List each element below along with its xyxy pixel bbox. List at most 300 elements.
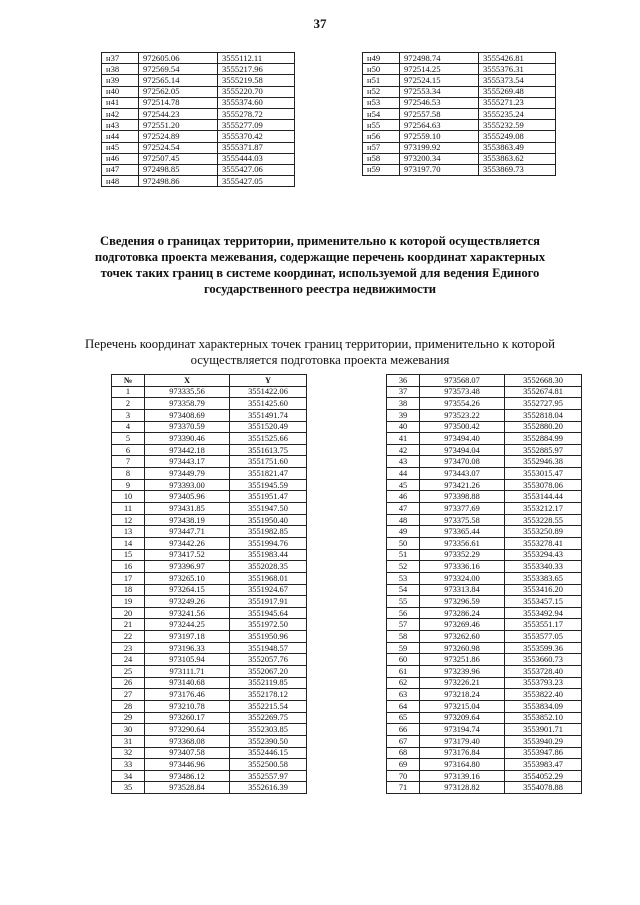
x-coordinate-cell: 973365.44 bbox=[420, 526, 505, 538]
table-row bbox=[112, 619, 307, 631]
point-id-cell: н47 bbox=[102, 164, 139, 175]
point-id-cell: 28 bbox=[112, 700, 145, 712]
x-coordinate-cell: 973209.64 bbox=[420, 712, 505, 724]
point-id-cell: 39 bbox=[387, 409, 420, 421]
y-coordinate-cell: 3553869.73 bbox=[479, 164, 556, 175]
x-coordinate-cell: 973443.17 bbox=[145, 456, 230, 468]
table-row bbox=[387, 537, 582, 549]
point-id-cell: 59 bbox=[387, 642, 420, 654]
point-id-cell: 1 bbox=[112, 386, 145, 398]
x-coordinate-cell: 973218.24 bbox=[420, 689, 505, 701]
x-coordinate-cell: 973176.84 bbox=[420, 747, 505, 759]
point-id-cell: н37 bbox=[102, 53, 139, 64]
point-id-cell: 66 bbox=[387, 724, 420, 736]
top-left-coordinates-table bbox=[101, 52, 295, 187]
y-coordinate-cell: 3553212.17 bbox=[505, 503, 582, 515]
y-coordinate-cell: 3553015.47 bbox=[505, 468, 582, 480]
x-coordinate-cell: 972524.89 bbox=[139, 131, 218, 142]
y-coordinate-cell: 3553793.23 bbox=[505, 677, 582, 689]
table-row bbox=[112, 421, 307, 433]
point-id-cell: 7 bbox=[112, 456, 145, 468]
table-row bbox=[112, 503, 307, 515]
point-id-cell: 50 bbox=[387, 537, 420, 549]
y-coordinate-cell: 3553577.05 bbox=[505, 631, 582, 643]
x-coordinate-cell: 973244.25 bbox=[145, 619, 230, 631]
table-row bbox=[387, 456, 582, 468]
point-id-cell: н56 bbox=[363, 131, 400, 142]
point-id-cell: 57 bbox=[387, 619, 420, 631]
table-row bbox=[387, 386, 582, 398]
x-coordinate-cell: 973290.64 bbox=[145, 724, 230, 736]
y-coordinate-cell: 3553947.86 bbox=[505, 747, 582, 759]
table-row bbox=[387, 444, 582, 456]
table-row bbox=[363, 97, 556, 108]
table-row bbox=[387, 631, 582, 643]
point-id-cell: 22 bbox=[112, 631, 145, 643]
table-row bbox=[363, 64, 556, 75]
point-id-cell: н43 bbox=[102, 120, 139, 131]
y-coordinate-cell: 3552674.81 bbox=[505, 386, 582, 398]
x-coordinate-cell: 973449.79 bbox=[145, 468, 230, 480]
x-coordinate-cell: 973226.21 bbox=[420, 677, 505, 689]
x-coordinate-cell: 973196.33 bbox=[145, 642, 230, 654]
y-coordinate-cell: 3553822.40 bbox=[505, 689, 582, 701]
y-coordinate-cell: 3551968.01 bbox=[230, 572, 307, 584]
y-coordinate-cell: 3551491.74 bbox=[230, 409, 307, 421]
y-coordinate-cell: 3552390.50 bbox=[230, 735, 307, 747]
table-row bbox=[387, 584, 582, 596]
point-id-cell: 42 bbox=[387, 444, 420, 456]
y-coordinate-cell: 3553416.20 bbox=[505, 584, 582, 596]
x-coordinate-cell: 972546.53 bbox=[400, 97, 479, 108]
table-row bbox=[387, 596, 582, 608]
table-row bbox=[112, 724, 307, 736]
x-coordinate-cell: 973486.12 bbox=[145, 770, 230, 782]
x-coordinate-cell: 973494.04 bbox=[420, 444, 505, 456]
x-coordinate-cell: 973396.97 bbox=[145, 561, 230, 573]
x-coordinate-cell: 973260.17 bbox=[145, 712, 230, 724]
x-coordinate-cell: 973215.04 bbox=[420, 700, 505, 712]
table-row bbox=[387, 479, 582, 491]
y-coordinate-cell: 3552885.97 bbox=[505, 444, 582, 456]
y-coordinate-cell: 3553863.49 bbox=[479, 142, 556, 153]
point-id-cell: 32 bbox=[112, 747, 145, 759]
table-row bbox=[102, 120, 295, 131]
point-id-cell: 25 bbox=[112, 666, 145, 678]
y-coordinate-cell: 3555370.42 bbox=[218, 131, 295, 142]
header-num: № bbox=[112, 375, 145, 387]
point-id-cell: 36 bbox=[387, 375, 420, 387]
point-id-cell: 64 bbox=[387, 700, 420, 712]
x-coordinate-cell: 973336.16 bbox=[420, 561, 505, 573]
point-id-cell: 43 bbox=[387, 456, 420, 468]
y-coordinate-cell: 3552446.15 bbox=[230, 747, 307, 759]
y-coordinate-cell: 3551751.60 bbox=[230, 456, 307, 468]
point-id-cell: н58 bbox=[363, 153, 400, 164]
y-coordinate-cell: 3553834.09 bbox=[505, 700, 582, 712]
table-row bbox=[112, 537, 307, 549]
y-coordinate-cell: 3552946.38 bbox=[505, 456, 582, 468]
table-row bbox=[102, 75, 295, 86]
table-row bbox=[112, 479, 307, 491]
y-coordinate-cell: 3552269.75 bbox=[230, 712, 307, 724]
x-coordinate-cell: 973197.70 bbox=[400, 164, 479, 175]
point-id-cell: 51 bbox=[387, 549, 420, 561]
x-coordinate-cell: 973251.86 bbox=[420, 654, 505, 666]
point-id-cell: 49 bbox=[387, 526, 420, 538]
x-coordinate-cell: 972551.20 bbox=[139, 120, 218, 131]
y-coordinate-cell: 3552884.99 bbox=[505, 433, 582, 445]
table-row bbox=[112, 642, 307, 654]
y-coordinate-cell: 3551520.49 bbox=[230, 421, 307, 433]
table-row bbox=[363, 131, 556, 142]
point-id-cell: 2 bbox=[112, 398, 145, 410]
table-row bbox=[112, 398, 307, 410]
point-id-cell: 5 bbox=[112, 433, 145, 445]
x-coordinate-cell: 973393.00 bbox=[145, 479, 230, 491]
x-coordinate-cell: 972514.78 bbox=[139, 97, 218, 108]
top-right-coordinates-table bbox=[362, 52, 556, 176]
point-id-cell: н42 bbox=[102, 108, 139, 119]
table-row bbox=[112, 782, 307, 794]
point-id-cell: н55 bbox=[363, 120, 400, 131]
y-coordinate-cell: 3551951.47 bbox=[230, 491, 307, 503]
point-id-cell: 41 bbox=[387, 433, 420, 445]
table-row bbox=[387, 433, 582, 445]
point-id-cell: 31 bbox=[112, 735, 145, 747]
x-coordinate-cell: 973554.26 bbox=[420, 398, 505, 410]
y-coordinate-cell: 3552178.12 bbox=[230, 689, 307, 701]
table-row bbox=[102, 53, 295, 64]
y-coordinate-cell: 3551525.66 bbox=[230, 433, 307, 445]
table-row bbox=[112, 654, 307, 666]
point-id-cell: 55 bbox=[387, 596, 420, 608]
y-coordinate-cell: 3551972.50 bbox=[230, 619, 307, 631]
y-coordinate-cell: 3555269.48 bbox=[479, 86, 556, 97]
point-id-cell: 58 bbox=[387, 631, 420, 643]
y-coordinate-cell: 3555376.31 bbox=[479, 64, 556, 75]
table-row bbox=[102, 153, 295, 164]
table-row bbox=[112, 700, 307, 712]
x-coordinate-cell: 973200.34 bbox=[400, 153, 479, 164]
y-coordinate-cell: 3553294.43 bbox=[505, 549, 582, 561]
table-row bbox=[112, 631, 307, 643]
point-id-cell: 8 bbox=[112, 468, 145, 480]
point-id-cell: 38 bbox=[387, 398, 420, 410]
point-id-cell: 45 bbox=[387, 479, 420, 491]
y-coordinate-cell: 3555371.87 bbox=[218, 142, 295, 153]
point-id-cell: 27 bbox=[112, 689, 145, 701]
y-coordinate-cell: 3554078.88 bbox=[505, 782, 582, 794]
x-coordinate-cell: 972507.45 bbox=[139, 153, 218, 164]
y-coordinate-cell: 3555444.03 bbox=[218, 153, 295, 164]
table-row bbox=[387, 782, 582, 794]
x-coordinate-cell: 973140.68 bbox=[145, 677, 230, 689]
point-id-cell: 10 bbox=[112, 491, 145, 503]
table-row bbox=[102, 164, 295, 175]
table-row bbox=[387, 561, 582, 573]
y-coordinate-cell: 3555112.11 bbox=[218, 53, 295, 64]
table-row bbox=[387, 572, 582, 584]
point-id-cell: н52 bbox=[363, 86, 400, 97]
x-coordinate-cell: 973447.71 bbox=[145, 526, 230, 538]
point-id-cell: 21 bbox=[112, 619, 145, 631]
x-coordinate-cell: 973356.61 bbox=[420, 537, 505, 549]
point-id-cell: 9 bbox=[112, 479, 145, 491]
point-id-cell: 47 bbox=[387, 503, 420, 515]
point-id-cell: н48 bbox=[102, 176, 139, 187]
point-id-cell: н44 bbox=[102, 131, 139, 142]
x-coordinate-cell: 973260.98 bbox=[420, 642, 505, 654]
x-coordinate-cell: 973405.96 bbox=[145, 491, 230, 503]
point-id-cell: н49 bbox=[363, 53, 400, 64]
point-id-cell: 65 bbox=[387, 712, 420, 724]
point-id-cell: 30 bbox=[112, 724, 145, 736]
point-id-cell: н41 bbox=[102, 97, 139, 108]
y-coordinate-cell: 3553863.62 bbox=[479, 153, 556, 164]
x-coordinate-cell: 973368.08 bbox=[145, 735, 230, 747]
table-row bbox=[112, 526, 307, 538]
y-coordinate-cell: 3553599.36 bbox=[505, 642, 582, 654]
y-coordinate-cell: 3551950.96 bbox=[230, 631, 307, 643]
point-id-cell: 62 bbox=[387, 677, 420, 689]
y-coordinate-cell: 3553457.15 bbox=[505, 596, 582, 608]
table-row bbox=[112, 444, 307, 456]
point-id-cell: 60 bbox=[387, 654, 420, 666]
point-id-cell: 20 bbox=[112, 607, 145, 619]
header-x: X bbox=[145, 375, 230, 387]
x-coordinate-cell: 973139.16 bbox=[420, 770, 505, 782]
y-coordinate-cell: 3553340.33 bbox=[505, 561, 582, 573]
x-coordinate-cell: 973249.26 bbox=[145, 596, 230, 608]
y-coordinate-cell: 3555219.58 bbox=[218, 75, 295, 86]
table-row bbox=[387, 666, 582, 678]
y-coordinate-cell: 3555427.05 bbox=[218, 176, 295, 187]
point-id-cell: 63 bbox=[387, 689, 420, 701]
table-row bbox=[112, 561, 307, 573]
y-coordinate-cell: 3553250.89 bbox=[505, 526, 582, 538]
table-row bbox=[387, 398, 582, 410]
y-coordinate-cell: 3551924.67 bbox=[230, 584, 307, 596]
x-coordinate-cell: 972557.58 bbox=[400, 108, 479, 119]
table-row bbox=[363, 108, 556, 119]
table-row bbox=[363, 142, 556, 153]
point-id-cell: 34 bbox=[112, 770, 145, 782]
x-coordinate-cell: 973375.58 bbox=[420, 514, 505, 526]
x-coordinate-cell: 973446.96 bbox=[145, 759, 230, 771]
point-id-cell: 37 bbox=[387, 386, 420, 398]
y-coordinate-cell: 3553983.47 bbox=[505, 759, 582, 771]
y-coordinate-cell: 3555373.54 bbox=[479, 75, 556, 86]
y-coordinate-cell: 3555278.72 bbox=[218, 108, 295, 119]
y-coordinate-cell: 3552057.76 bbox=[230, 654, 307, 666]
y-coordinate-cell: 3555271.23 bbox=[479, 97, 556, 108]
y-coordinate-cell: 3553144.44 bbox=[505, 491, 582, 503]
x-coordinate-cell: 973408.69 bbox=[145, 409, 230, 421]
point-id-cell: 69 bbox=[387, 759, 420, 771]
point-id-cell: 24 bbox=[112, 654, 145, 666]
table-row bbox=[387, 759, 582, 771]
x-coordinate-cell: 973199.92 bbox=[400, 142, 479, 153]
x-coordinate-cell: 973269.46 bbox=[420, 619, 505, 631]
x-coordinate-cell: 973241.56 bbox=[145, 607, 230, 619]
y-coordinate-cell: 3555426.81 bbox=[479, 53, 556, 64]
x-coordinate-cell: 973179.40 bbox=[420, 735, 505, 747]
y-coordinate-cell: 3551947.50 bbox=[230, 503, 307, 515]
x-coordinate-cell: 973417.52 bbox=[145, 549, 230, 561]
y-coordinate-cell: 3552303.85 bbox=[230, 724, 307, 736]
y-coordinate-cell: 3554052.29 bbox=[505, 770, 582, 782]
table-row bbox=[112, 514, 307, 526]
table-row bbox=[387, 514, 582, 526]
x-coordinate-cell: 973111.71 bbox=[145, 666, 230, 678]
table-row bbox=[387, 724, 582, 736]
x-coordinate-cell: 973442.26 bbox=[145, 537, 230, 549]
point-id-cell: 17 bbox=[112, 572, 145, 584]
table-row bbox=[387, 677, 582, 689]
table-row bbox=[112, 456, 307, 468]
x-coordinate-cell: 972514.25 bbox=[400, 64, 479, 75]
x-coordinate-cell: 973443.07 bbox=[420, 468, 505, 480]
x-coordinate-cell: 972559.10 bbox=[400, 131, 479, 142]
y-coordinate-cell: 3551917.91 bbox=[230, 596, 307, 608]
table-row bbox=[102, 131, 295, 142]
table-row bbox=[112, 549, 307, 561]
x-coordinate-cell: 972498.86 bbox=[139, 176, 218, 187]
y-coordinate-cell: 3553852.10 bbox=[505, 712, 582, 724]
point-id-cell: 40 bbox=[387, 421, 420, 433]
point-id-cell: н38 bbox=[102, 64, 139, 75]
table-row bbox=[112, 596, 307, 608]
coordinates-table-left bbox=[111, 374, 307, 794]
x-coordinate-cell: 973568.07 bbox=[420, 375, 505, 387]
point-id-cell: 18 bbox=[112, 584, 145, 596]
point-id-cell: н46 bbox=[102, 153, 139, 164]
table-row bbox=[102, 97, 295, 108]
y-coordinate-cell: 3552500.58 bbox=[230, 759, 307, 771]
table-row bbox=[112, 584, 307, 596]
y-coordinate-cell: 3553228.55 bbox=[505, 514, 582, 526]
point-id-cell: 16 bbox=[112, 561, 145, 573]
x-coordinate-cell: 973494.40 bbox=[420, 433, 505, 445]
table-row bbox=[112, 572, 307, 584]
y-coordinate-cell: 3551945.59 bbox=[230, 479, 307, 491]
x-coordinate-cell: 972565.14 bbox=[139, 75, 218, 86]
x-coordinate-cell: 973470.08 bbox=[420, 456, 505, 468]
y-coordinate-cell: 3552818.04 bbox=[505, 409, 582, 421]
table-row bbox=[363, 153, 556, 164]
table-row bbox=[387, 526, 582, 538]
y-coordinate-cell: 3555235.24 bbox=[479, 108, 556, 119]
table-row bbox=[112, 759, 307, 771]
x-coordinate-cell: 972498.74 bbox=[400, 53, 479, 64]
x-coordinate-cell: 973500.42 bbox=[420, 421, 505, 433]
table-row bbox=[363, 53, 556, 64]
y-coordinate-cell: 3551948.57 bbox=[230, 642, 307, 654]
point-id-cell: н54 bbox=[363, 108, 400, 119]
x-coordinate-cell: 973335.56 bbox=[145, 386, 230, 398]
x-coordinate-cell: 973528.84 bbox=[145, 782, 230, 794]
point-id-cell: 61 bbox=[387, 666, 420, 678]
x-coordinate-cell: 972544.23 bbox=[139, 108, 218, 119]
point-id-cell: 26 bbox=[112, 677, 145, 689]
point-id-cell: 48 bbox=[387, 514, 420, 526]
point-id-cell: 35 bbox=[112, 782, 145, 794]
point-id-cell: 54 bbox=[387, 584, 420, 596]
table-row bbox=[112, 689, 307, 701]
table-row bbox=[102, 142, 295, 153]
table-row bbox=[112, 712, 307, 724]
table-row bbox=[102, 86, 295, 97]
x-coordinate-cell: 973313.84 bbox=[420, 584, 505, 596]
table-row bbox=[112, 677, 307, 689]
table-row bbox=[112, 409, 307, 421]
point-id-cell: 67 bbox=[387, 735, 420, 747]
x-coordinate-cell: 973523.22 bbox=[420, 409, 505, 421]
y-coordinate-cell: 3553492.94 bbox=[505, 607, 582, 619]
table-row bbox=[387, 375, 582, 387]
table-row bbox=[387, 654, 582, 666]
point-id-cell: 70 bbox=[387, 770, 420, 782]
y-coordinate-cell: 3551613.75 bbox=[230, 444, 307, 456]
y-coordinate-cell: 3551994.76 bbox=[230, 537, 307, 549]
y-coordinate-cell: 3552215.54 bbox=[230, 700, 307, 712]
point-id-cell: 29 bbox=[112, 712, 145, 724]
table-row bbox=[387, 770, 582, 782]
x-coordinate-cell: 972498.85 bbox=[139, 164, 218, 175]
x-coordinate-cell: 972562.05 bbox=[139, 86, 218, 97]
x-coordinate-cell: 973421.26 bbox=[420, 479, 505, 491]
point-id-cell: 6 bbox=[112, 444, 145, 456]
x-coordinate-cell: 973286.24 bbox=[420, 607, 505, 619]
table-row bbox=[387, 409, 582, 421]
table-row bbox=[112, 735, 307, 747]
x-coordinate-cell: 973407.58 bbox=[145, 747, 230, 759]
table-row bbox=[363, 86, 556, 97]
table-row bbox=[387, 747, 582, 759]
x-coordinate-cell: 973442.18 bbox=[145, 444, 230, 456]
point-id-cell: н40 bbox=[102, 86, 139, 97]
y-coordinate-cell: 3552028.35 bbox=[230, 561, 307, 573]
point-id-cell: н39 bbox=[102, 75, 139, 86]
x-coordinate-cell: 973262.60 bbox=[420, 631, 505, 643]
x-coordinate-cell: 972524.54 bbox=[139, 142, 218, 153]
table-row bbox=[102, 64, 295, 75]
point-id-cell: н50 bbox=[363, 64, 400, 75]
x-coordinate-cell: 973176.46 bbox=[145, 689, 230, 701]
x-coordinate-cell: 973105.94 bbox=[145, 654, 230, 666]
x-coordinate-cell: 973377.69 bbox=[420, 503, 505, 515]
x-coordinate-cell: 973128.82 bbox=[420, 782, 505, 794]
table-row bbox=[387, 700, 582, 712]
y-coordinate-cell: 3553383.65 bbox=[505, 572, 582, 584]
table-row bbox=[363, 75, 556, 86]
table-row bbox=[387, 468, 582, 480]
x-coordinate-cell: 972553.34 bbox=[400, 86, 479, 97]
point-id-cell: 71 bbox=[387, 782, 420, 794]
y-coordinate-cell: 3553901.71 bbox=[505, 724, 582, 736]
point-id-cell: 12 bbox=[112, 514, 145, 526]
y-coordinate-cell: 3551945.64 bbox=[230, 607, 307, 619]
table-row bbox=[112, 491, 307, 503]
y-coordinate-cell: 3555232.59 bbox=[479, 120, 556, 131]
table-row bbox=[387, 421, 582, 433]
x-coordinate-cell: 973239.96 bbox=[420, 666, 505, 678]
x-coordinate-cell: 973398.88 bbox=[420, 491, 505, 503]
table-row bbox=[387, 689, 582, 701]
y-coordinate-cell: 3552616.39 bbox=[230, 782, 307, 794]
table-row bbox=[112, 386, 307, 398]
